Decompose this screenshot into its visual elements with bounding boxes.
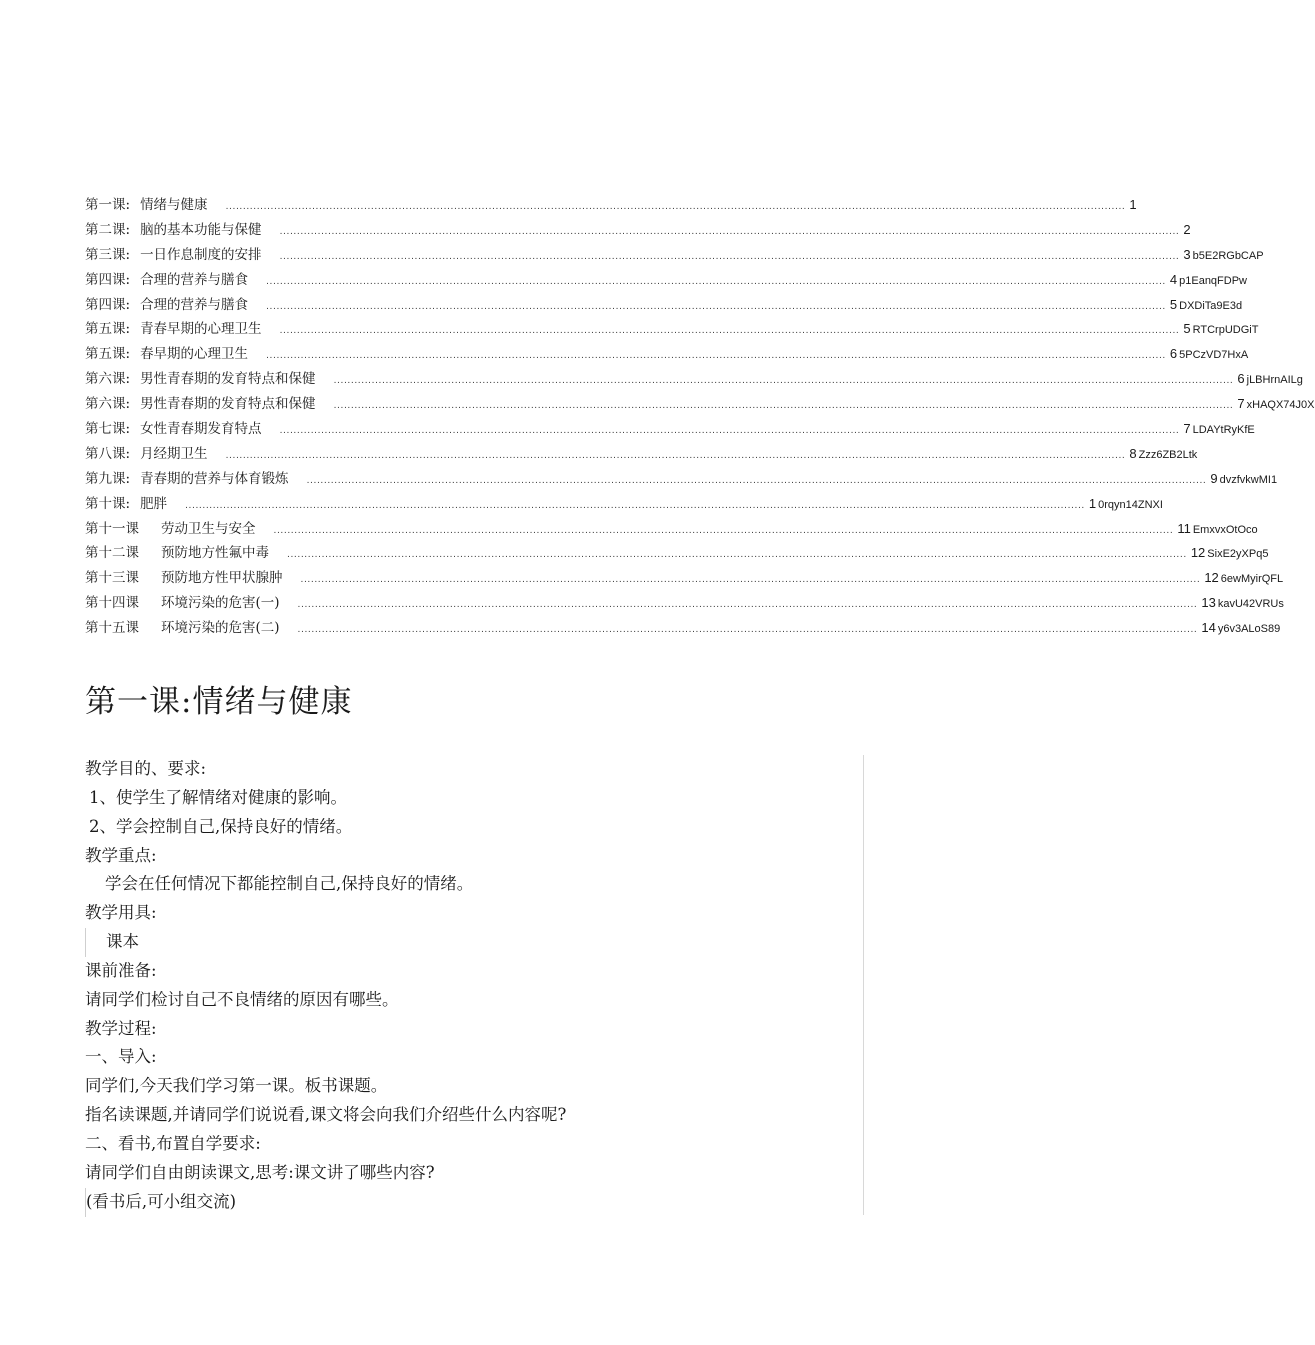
toc-entry[interactable] xyxy=(85,392,1315,417)
key-points-text: 学会在任何情况下都能控制自己,保持良好的情绪。 xyxy=(105,874,474,894)
toc-entry[interactable] xyxy=(85,268,1247,293)
toc-lesson-title: 合理的营养与膳食 xyxy=(140,271,249,288)
toc-page-number xyxy=(1129,442,1197,468)
toc-entry[interactable] xyxy=(85,342,1249,367)
toc-leader-dots: .................................................................................................................................................................................................................................................................... xyxy=(297,625,1198,636)
toc-lesson-title: 青春早期的心理卫生 xyxy=(140,321,262,338)
toc-page-value: 1 xyxy=(1129,197,1137,212)
toc-lesson-number: 第四课: xyxy=(85,296,131,313)
toc-page-value: 6 xyxy=(1237,371,1245,387)
toc-leader-dots: .................................................................................................................................................................................................................................................................... xyxy=(266,276,1166,287)
step-text: 同学们,今天我们学习第一课。板书课题。 xyxy=(85,1076,388,1096)
toc-page-number xyxy=(1201,591,1284,617)
toc-entry[interactable] xyxy=(85,541,1269,566)
toc-lesson-title: 环境污染的危害(二) xyxy=(161,620,280,637)
toc-page-value: 7 xyxy=(1183,421,1191,437)
toc-page-value: 9 xyxy=(1210,470,1218,486)
lesson-body xyxy=(85,755,864,1215)
toc-leader-dots: .................................................................................................................................................................................................................................................................... xyxy=(273,525,1174,536)
toc-entry[interactable] xyxy=(85,566,1284,591)
toc-page-code: RTCrpUDGiT xyxy=(1192,324,1259,337)
toc-lesson-number: 第十一课 xyxy=(85,520,139,537)
process-heading: 教学过程: xyxy=(85,1018,157,1038)
toc-leader-dots: .................................................................................................................................................................................................................................................................... xyxy=(225,450,1126,461)
toc-entry[interactable] xyxy=(85,467,1278,492)
objectives-heading: 教学目的、要求: xyxy=(85,759,207,778)
toc-lesson-number: 第九课: xyxy=(85,470,131,487)
toc-lesson-title: 肥胖 xyxy=(140,495,168,512)
toc-entry[interactable] xyxy=(85,442,1198,467)
toc-lesson-title: 预防地方性甲状腺肿 xyxy=(161,570,283,587)
step-heading: 二、看书,布置自学要求: xyxy=(85,1133,261,1153)
toc-lesson-title: 一日作息制度的安排 xyxy=(140,246,262,263)
toc-page-code: Zzz6ZB2Ltk xyxy=(1138,448,1198,461)
toc-page-value: 13 xyxy=(1201,595,1216,611)
toc-leader-dots: .................................................................................................................................................................................................................................................................... xyxy=(287,550,1187,561)
toc-leader-dots: .................................................................................................................................................................................................................................................................... xyxy=(266,351,1166,362)
toc-entry[interactable] xyxy=(85,293,1243,318)
toc-lesson-number: 第七课: xyxy=(85,421,131,438)
toc-page-number xyxy=(1183,243,1263,269)
toc-entry[interactable] xyxy=(85,193,1137,218)
toc-lesson-title: 预防地方性氟中毒 xyxy=(161,545,269,562)
toc-lesson-title: 青春期的营养与体育锻炼 xyxy=(140,470,289,487)
key-points-heading: 教学重点: xyxy=(85,845,157,865)
toc-lesson-number: 第五课: xyxy=(85,346,131,363)
toc-leader-dots: .................................................................................................................................................................................................................................................................... xyxy=(300,575,1201,586)
table-of-contents xyxy=(85,193,1315,641)
toc-entry[interactable] xyxy=(85,317,1259,342)
toc-page-value: 2 xyxy=(1183,221,1191,237)
toc-page-number xyxy=(1191,541,1269,567)
objective-item: 2、学会控制自己,保持良好的情绪。 xyxy=(89,816,353,836)
toc-leader-dots: .................................................................................................................................................................................................................................................................... xyxy=(225,202,1126,212)
toc-page-number xyxy=(1183,218,1190,243)
toc-page-code: kavU42VRUs xyxy=(1217,598,1284,611)
materials-heading: 教学用具: xyxy=(85,903,157,923)
toc-entry[interactable] xyxy=(85,417,1255,442)
toc-lesson-title: 春早期的心理卫生 xyxy=(140,346,249,363)
toc-page-value: 5 xyxy=(1169,296,1178,312)
objective-item: 1、使学生了解情绪对健康的影响。 xyxy=(89,787,347,807)
toc-leader-dots: .................................................................................................................................................................................................................................................................... xyxy=(297,600,1198,611)
toc-page-value: 12 xyxy=(1204,570,1219,586)
toc-lesson-number: 第四课: xyxy=(85,271,131,288)
toc-page-number xyxy=(1170,293,1242,319)
toc-leader-dots: .................................................................................................................................................................................................................................................................... xyxy=(279,226,1180,237)
preparation-text: 请同学们检讨自己不良情绪的原因有哪些。 xyxy=(85,989,399,1009)
preparation-heading: 课前准备: xyxy=(85,960,157,980)
toc-page-value: 11 xyxy=(1177,520,1191,536)
toc-page-code: 5PCzVD7HxA xyxy=(1179,349,1249,362)
toc-page-value: 6 xyxy=(1169,346,1178,362)
toc-page-code: jLBHrnAILg xyxy=(1246,374,1303,387)
toc-page-value: 3 xyxy=(1183,246,1191,262)
toc-leader-dots: .................................................................................................................................................................................................................................................................... xyxy=(306,475,1207,486)
toc-page-number xyxy=(1170,342,1248,368)
toc-leader-dots: .................................................................................................................................................................................................................................................................... xyxy=(185,500,1085,511)
toc-page-number xyxy=(1089,492,1163,518)
step-note: (看书后,可小组交流) xyxy=(85,1188,863,1217)
toc-page-value: 7 xyxy=(1237,396,1245,412)
toc-entry[interactable] xyxy=(85,492,1163,517)
step-heading: 一、导入: xyxy=(85,1047,157,1067)
toc-entry[interactable] xyxy=(85,243,1264,268)
toc-lesson-title: 男性青春期的发育特点和保健 xyxy=(140,396,316,413)
toc-page-number xyxy=(1183,417,1254,443)
toc-leader-dots: .................................................................................................................................................................................................................................................................... xyxy=(266,301,1166,312)
toc-entry[interactable] xyxy=(85,367,1303,392)
toc-page-value: 1 xyxy=(1088,495,1097,511)
toc-page-code: y6v3ALoS89 xyxy=(1217,623,1281,636)
toc-lesson-title: 情绪与健康 xyxy=(140,197,208,213)
toc-page-code: xHAQX74J0X xyxy=(1246,399,1315,412)
toc-lesson-title: 环境污染的危害(一) xyxy=(161,595,280,612)
toc-lesson-title: 月经期卫生 xyxy=(140,445,208,462)
toc-page-number xyxy=(1129,193,1136,218)
toc-lesson-number: 第一课: xyxy=(85,197,131,213)
materials-text: 课本 xyxy=(85,928,863,957)
toc-page-number xyxy=(1237,392,1314,418)
toc-page-number xyxy=(1237,367,1303,393)
toc-lesson-number: 第八课: xyxy=(85,445,131,462)
toc-page-value: 4 xyxy=(1169,271,1178,287)
toc-lesson-number: 第五课: xyxy=(85,321,131,338)
toc-page-code: SixE2yXPq5 xyxy=(1207,548,1269,561)
toc-lesson-number: 第十课: xyxy=(85,495,131,512)
toc-page-value: 14 xyxy=(1201,620,1216,636)
toc-leader-dots: .................................................................................................................................................................................................................................................................... xyxy=(279,326,1180,337)
toc-leader-dots: .................................................................................................................................................................................................................................................................... xyxy=(279,251,1180,262)
toc-page-value: 5 xyxy=(1183,321,1191,337)
toc-lesson-title: 合理的营养与膳食 xyxy=(140,296,249,313)
toc-page-value: 12 xyxy=(1190,545,1206,561)
toc-leader-dots: .................................................................................................................................................................................................................................................................... xyxy=(333,401,1234,412)
lesson-heading: 第一课:情绪与健康 xyxy=(85,684,353,720)
toc-page-code: dvzfvkwMI1 xyxy=(1219,473,1278,486)
toc-page-number xyxy=(1201,616,1280,642)
toc-lesson-number: 第十五课 xyxy=(85,620,139,637)
toc-page-code: p1EanqFDPw xyxy=(1179,274,1247,287)
step-text: 指名读课题,并请同学们说说看,课文将会向我们介绍些什么内容呢? xyxy=(85,1105,567,1125)
toc-entry[interactable] xyxy=(85,517,1258,542)
toc-lesson-number: 第六课: xyxy=(85,396,131,413)
toc-lesson-number: 第十三课 xyxy=(85,570,139,587)
toc-lesson-title: 男性青春期的发育特点和保健 xyxy=(140,371,316,388)
toc-entry[interactable] xyxy=(85,591,1284,616)
toc-lesson-number: 第三课: xyxy=(85,246,131,263)
toc-lesson-number: 第十四课 xyxy=(85,595,139,612)
toc-page-code: LDAYtRyKfE xyxy=(1192,424,1255,437)
toc-page-code: b5E2RGbCAP xyxy=(1192,249,1264,262)
toc-leader-dots: .................................................................................................................................................................................................................................................................... xyxy=(333,376,1234,387)
toc-page-number xyxy=(1170,268,1247,294)
step-text: 请同学们自由朗读课文,思考:课文讲了哪些内容? xyxy=(85,1162,435,1182)
toc-page-number xyxy=(1204,566,1283,592)
toc-page-code: DXDiTa9E3d xyxy=(1179,299,1243,312)
toc-lesson-title: 脑的基本功能与保健 xyxy=(140,221,262,238)
toc-page-number xyxy=(1177,517,1257,543)
toc-lesson-number: 第六课: xyxy=(85,371,131,388)
toc-page-number xyxy=(1183,317,1258,343)
toc-lesson-number: 第二课: xyxy=(85,221,131,238)
toc-leader-dots: .................................................................................................................................................................................................................................................................... xyxy=(279,426,1180,437)
toc-entry[interactable] xyxy=(85,218,1191,243)
toc-page-code: 0rqyn14ZNXI xyxy=(1098,498,1163,511)
toc-page-code: EmxvxOtOco xyxy=(1192,523,1258,536)
toc-page-number xyxy=(1210,467,1277,493)
toc-page-code: 6ewMyirQFL xyxy=(1220,573,1284,586)
toc-lesson-title: 劳动卫生与安全 xyxy=(161,520,256,537)
toc-lesson-title: 女性青春期发育特点 xyxy=(140,421,262,438)
toc-entry[interactable] xyxy=(85,616,1281,641)
toc-page-value: 8 xyxy=(1129,445,1137,461)
toc-lesson-number: 第十二课 xyxy=(85,545,139,562)
